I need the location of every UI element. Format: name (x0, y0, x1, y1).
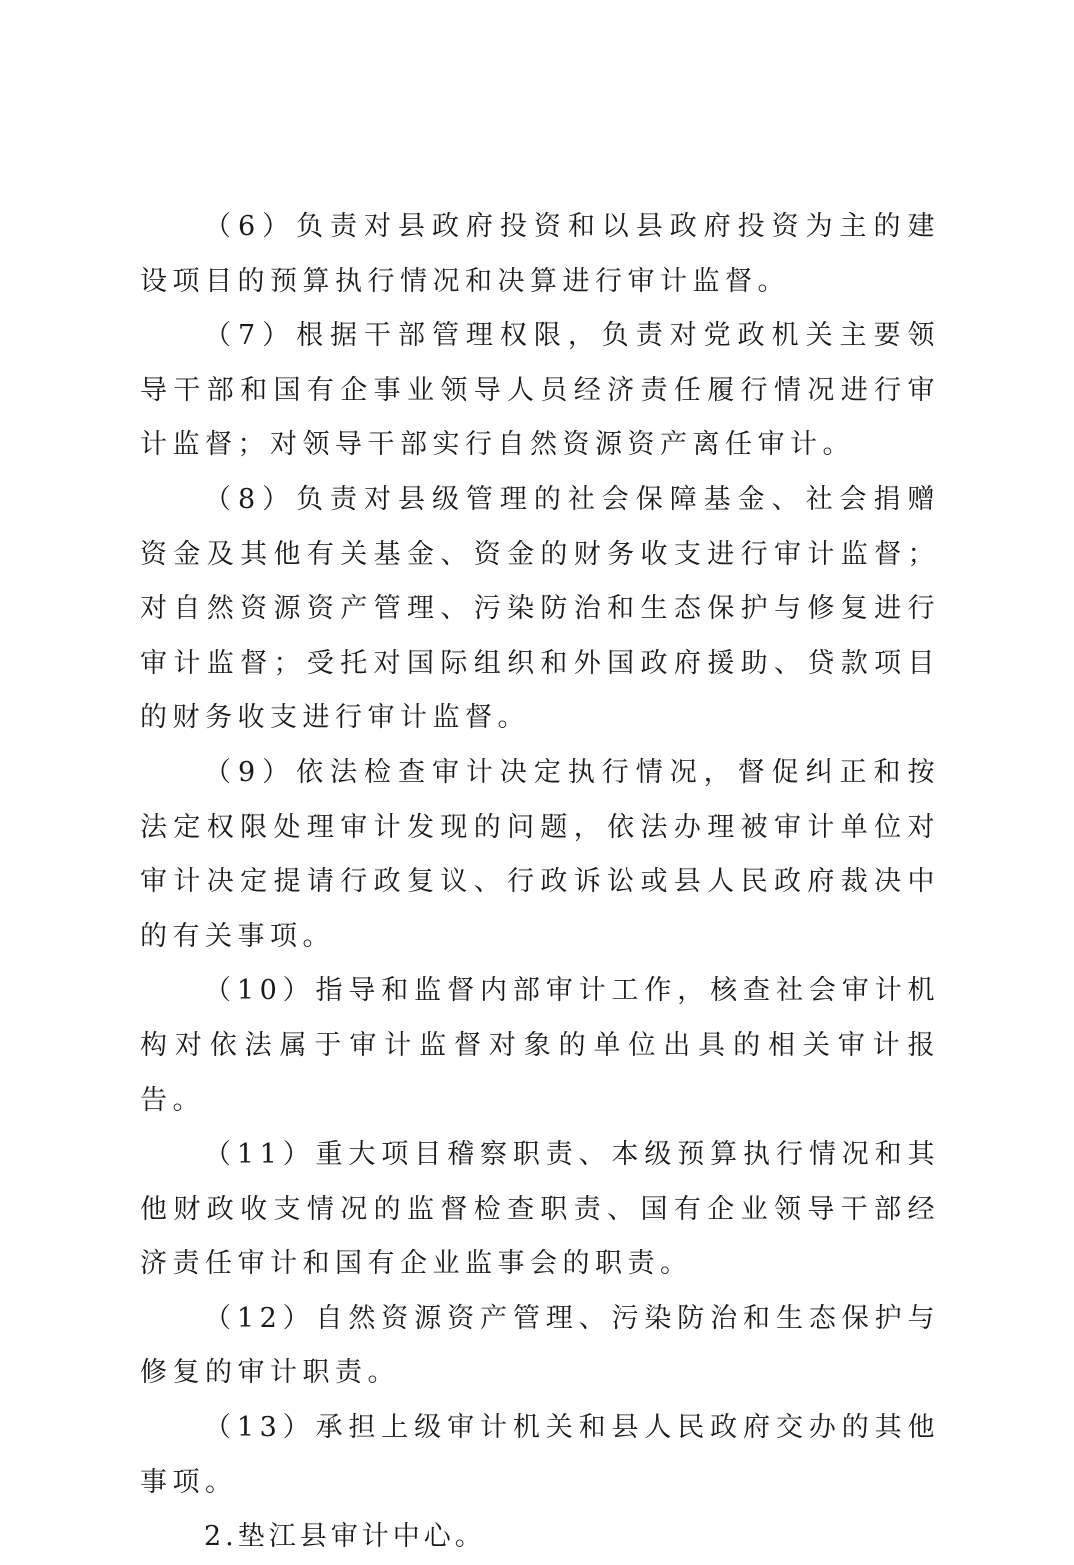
paragraph-item-11: （11）重大项目稽察职责、本级预算执行情况和其他财政收支情况的监督检查职责、国有企业领导干部经济责任审计和国有企业监事会的职责。 (140, 1139, 940, 1280)
paragraph-item-6: （6）负责对县政府投资和以县政府投资为主的建设项目的预算执行情况和决算进行审计监督。 (140, 211, 940, 297)
paragraph-item-9: （9）依法检查审计决定执行情况，督促纠正和按法定权限处理审计发现的问题，依法办理被审计单位对审计决定提请行政复议、行政诉讼或县人民政府裁决中的有关事项。 (140, 756, 940, 952)
paragraph-item-7: （7）根据干部管理权限，负责对党政机关主要领导干部和国有企事业领导人员经济责任履行情况进行审计监督；对领导干部实行自然资源资产离任审计。 (140, 320, 940, 461)
document-body (140, 200, 940, 1565)
paragraph-item-13: （13）承担上级审计机关和县人民政府交办的其他事项。 (140, 1412, 940, 1498)
paragraph-item-10: （10）指导和监督内部审计工作，核查社会审计机构对依法属于审计监督对象的单位出具的相关审计报告。 (140, 975, 940, 1116)
paragraph-item-8: （8）负责对县级管理的社会保障基金、社会捐赠资金及其他有关基金、资金的财务收支进行审计监督；对自然资源资产管理、污染防治和生态保护与修复进行审计监督；受托对国际组织和外国政府援助、贷款项目的财务收支进行审计监督。 (140, 483, 940, 734)
section-heading-audit-center: 2.垫江县审计中心。 (204, 1521, 486, 1553)
paragraph-item-12: （12）自然资源资产管理、污染防治和生态保护与修复的审计职责。 (140, 1302, 940, 1389)
